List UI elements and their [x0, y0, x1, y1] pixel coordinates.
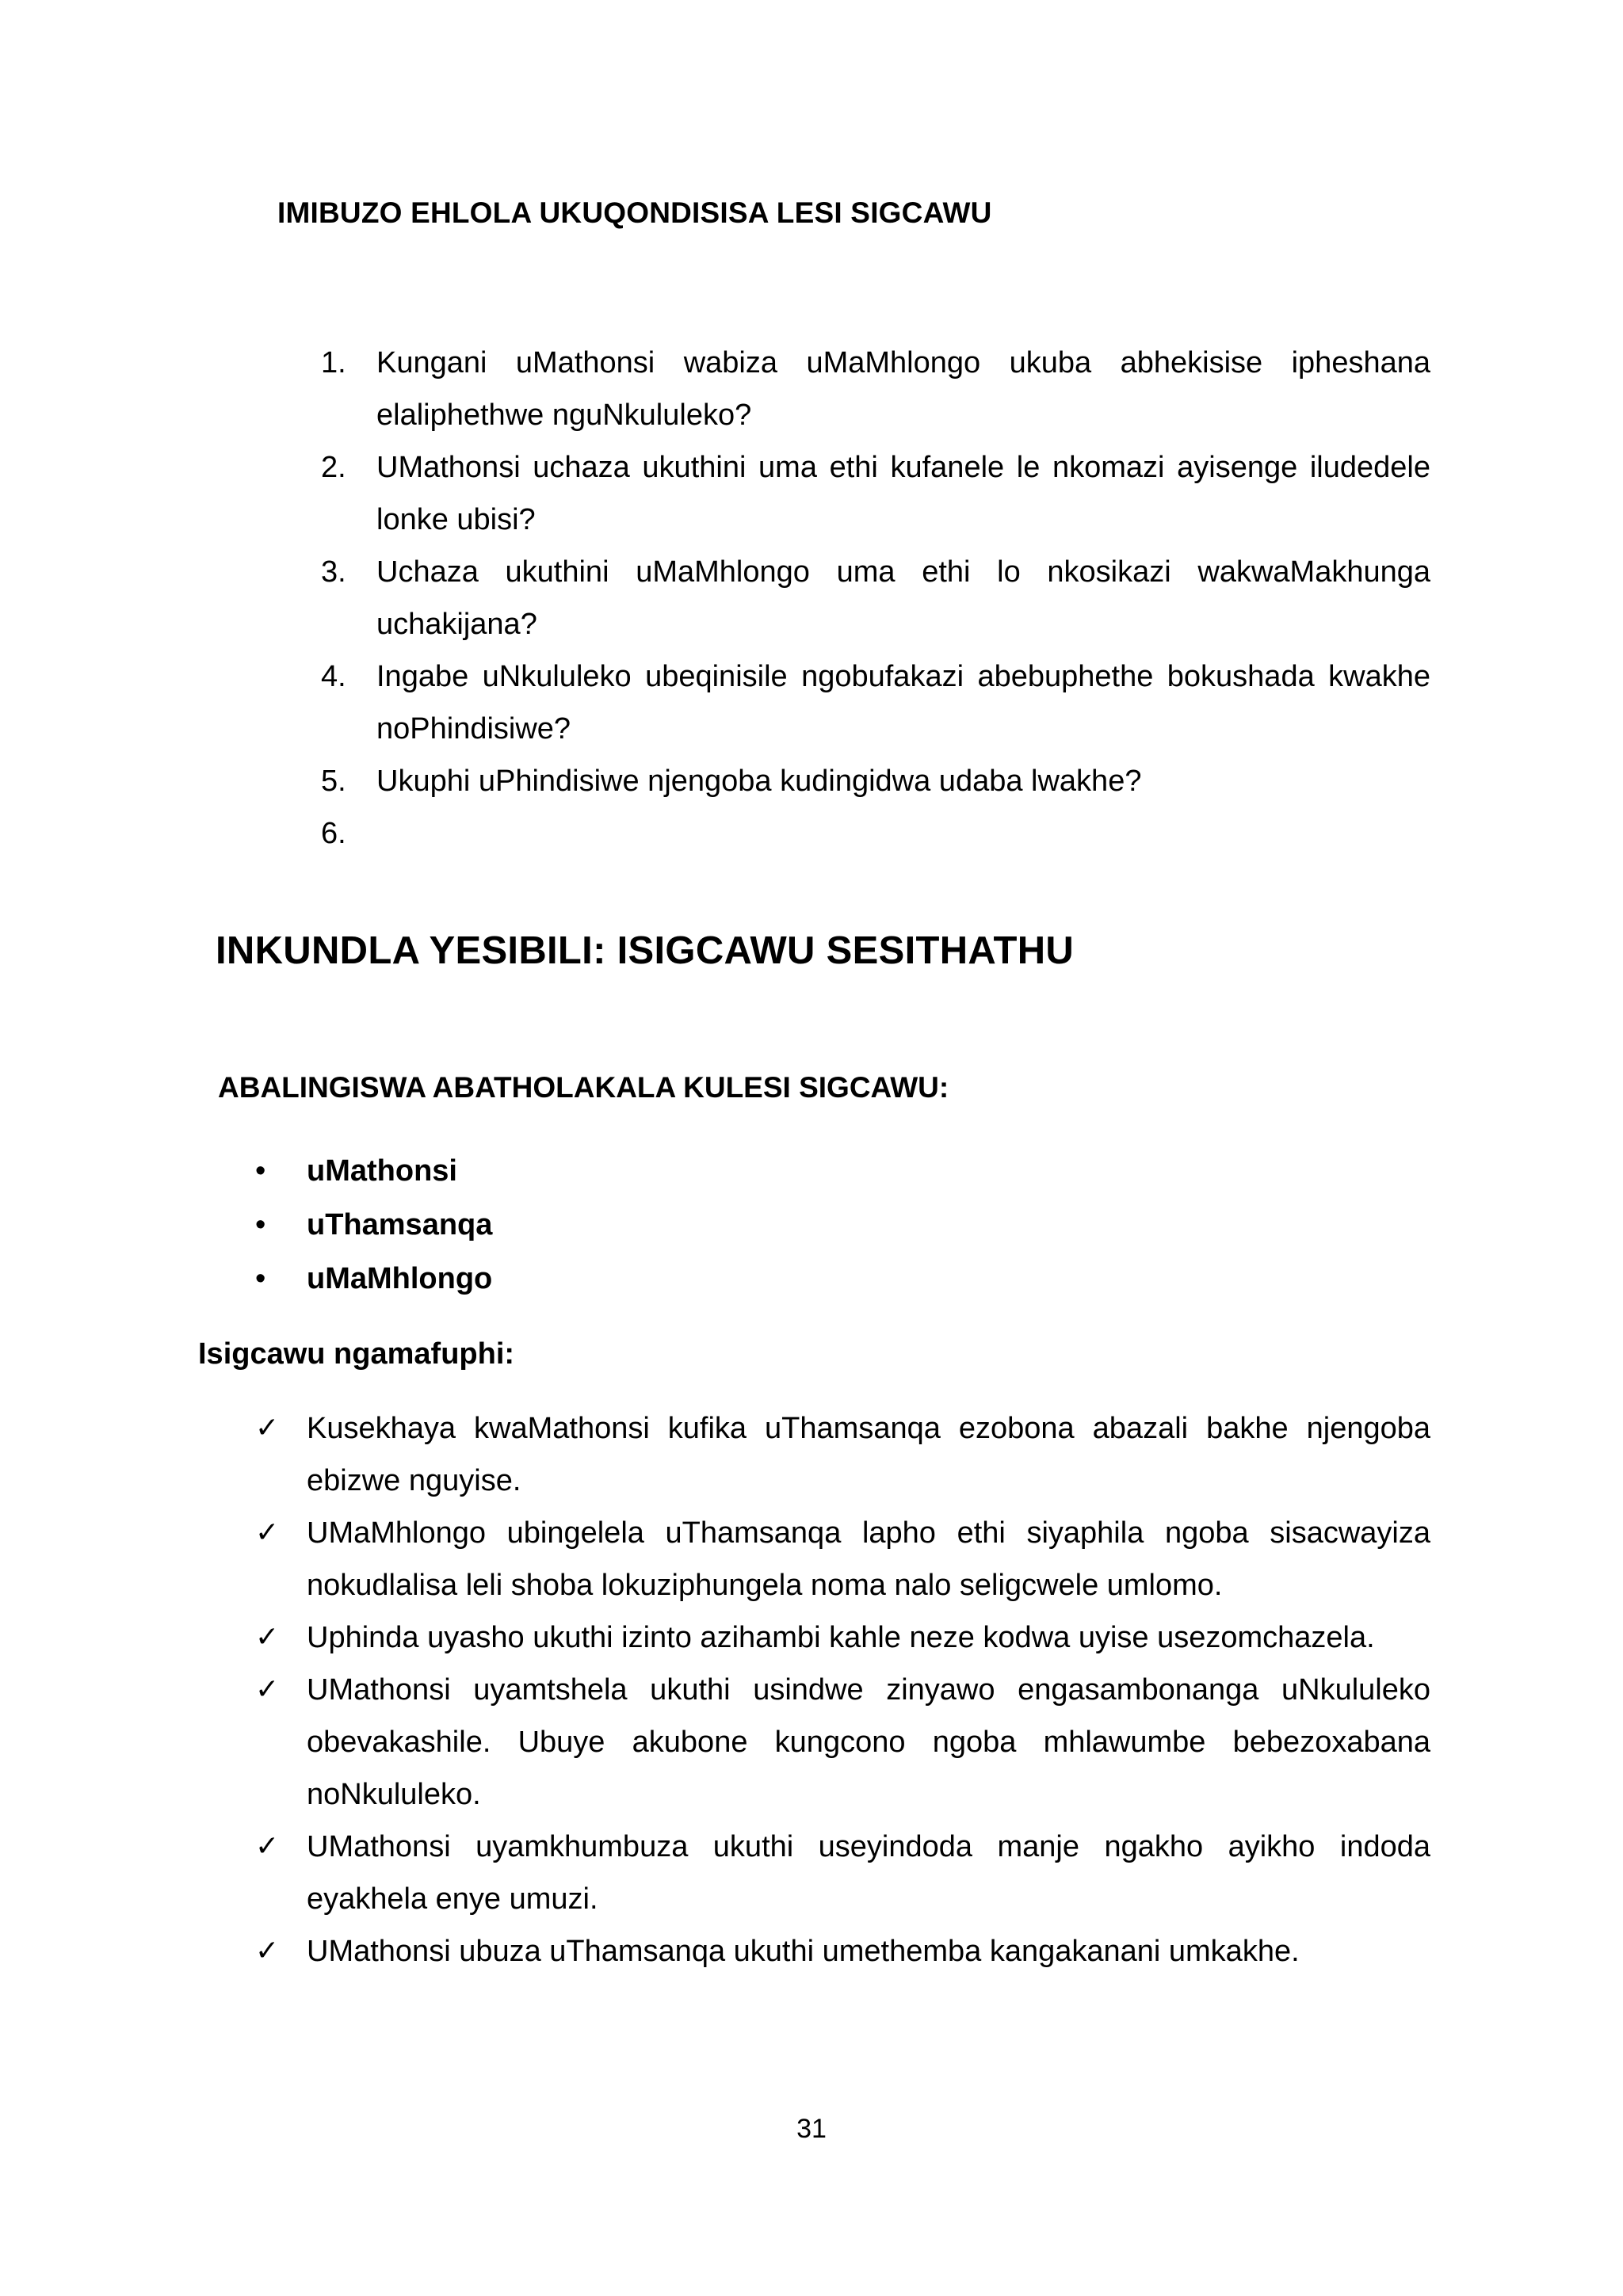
questions-list [321, 337, 1430, 860]
question-number: 3. [321, 555, 346, 589]
question-number: 2. [321, 451, 346, 484]
summary-item [255, 1402, 1430, 1507]
character-name: uMaMhlongo [307, 1262, 493, 1295]
question-text [376, 807, 1430, 860]
checkmark-icon: ✓ [255, 1673, 280, 1706]
question-text: Kungani uMathonsi wabiza uMaMhlongo ukuba abhekisise ipheshana elaliphethwe nguNkululeko? [376, 346, 1430, 432]
question-item [321, 650, 1430, 755]
summary-text: UMathonsi uyamtshela ukuthi usindwe zinyawo engasambonanga uNkululeko obevakashile. Ubuye akubone kungcono ngoba mhlawumbe bebezoxabana noNkululeko. [307, 1673, 1430, 1811]
characters-list [255, 1144, 492, 1306]
summary-item [255, 1507, 1430, 1611]
summary-text: Uphinda uyasho ukuthi izinto azihambi kahle neze kodwa uyise usezomchazela. [307, 1621, 1375, 1654]
bullet-icon: • [255, 1154, 266, 1188]
character-name: uMathonsi [307, 1154, 457, 1188]
question-item [321, 337, 1430, 441]
summary-text: Kusekhaya kwaMathonsi kufika uThamsanqa ezobona abazali bakhe njengoba ebizwe nguyise. [307, 1412, 1430, 1497]
summary-text: UMathonsi uyamkhumbuza ukuthi useyindoda manje ngakho ayikho indoda eyakhela enye umuzi. [307, 1830, 1430, 1916]
summary-text: UMathonsi ubuza uThamsanqa ukuthi umethemba kangakanani umkakhe. [307, 1935, 1300, 1968]
summary-item [255, 1664, 1430, 1821]
question-item [321, 546, 1430, 650]
comprehension-heading: IMIBUZO EHLOLA UKUQONDISISA LESI SIGCAWU [277, 196, 992, 229]
question-text: Ingabe uNkululeko ubeqinisile ngobufakazi abebuphethe bokushada kwakhe noPhindisiwe? [376, 660, 1430, 746]
question-text: Uchaza ukuthini uMaMhlongo uma ethi lo nkosikazi wakwaMakhunga uchakijana? [376, 555, 1430, 641]
question-text: Ukuphi uPhindisiwe njengoba kudingidwa udaba lwakhe? [376, 765, 1142, 798]
question-number: 6. [321, 817, 346, 850]
question-number: 5. [321, 765, 346, 798]
checkmark-icon: ✓ [255, 1830, 280, 1863]
summary-heading: Isigcawu ngamafuphi: [198, 1337, 515, 1371]
summary-item [255, 1611, 1430, 1664]
question-item [321, 807, 1430, 860]
bullet-icon: • [255, 1208, 266, 1241]
character-item [255, 1198, 492, 1252]
character-item [255, 1144, 492, 1198]
checkmark-icon: ✓ [255, 1516, 280, 1549]
question-item [321, 755, 1430, 807]
summary-item [255, 1821, 1430, 1925]
question-text: UMathonsi uchaza ukuthini uma ethi kufanele le nkomazi ayisenge iludedele lonke ubisi? [376, 451, 1430, 536]
page-number: 31 [796, 2114, 827, 2144]
summary-item [255, 1925, 1430, 1978]
question-number: 1. [321, 346, 346, 379]
section-heading: INKUNDLA YESIBILI: ISIGCAWU SESITHATHU [216, 929, 1075, 972]
character-item [255, 1252, 492, 1306]
bullet-icon: • [255, 1262, 266, 1295]
checkmark-icon: ✓ [255, 1412, 280, 1444]
question-item [321, 441, 1430, 546]
summary-list [255, 1402, 1430, 1978]
checkmark-icon: ✓ [255, 1935, 280, 1967]
summary-text: UMaMhlongo ubingelela uThamsanqa lapho ethi siyaphila ngoba sisacwayiza nokudlalisa leli shoba lokuziphungela noma nalo seligcwele umlomo. [307, 1516, 1430, 1602]
checkmark-icon: ✓ [255, 1621, 280, 1653]
question-number: 4. [321, 660, 346, 693]
character-name: uThamsanqa [307, 1208, 493, 1241]
characters-heading: ABALINGISWA ABATHOLAKALA KULESI SIGCAWU: [218, 1071, 949, 1104]
